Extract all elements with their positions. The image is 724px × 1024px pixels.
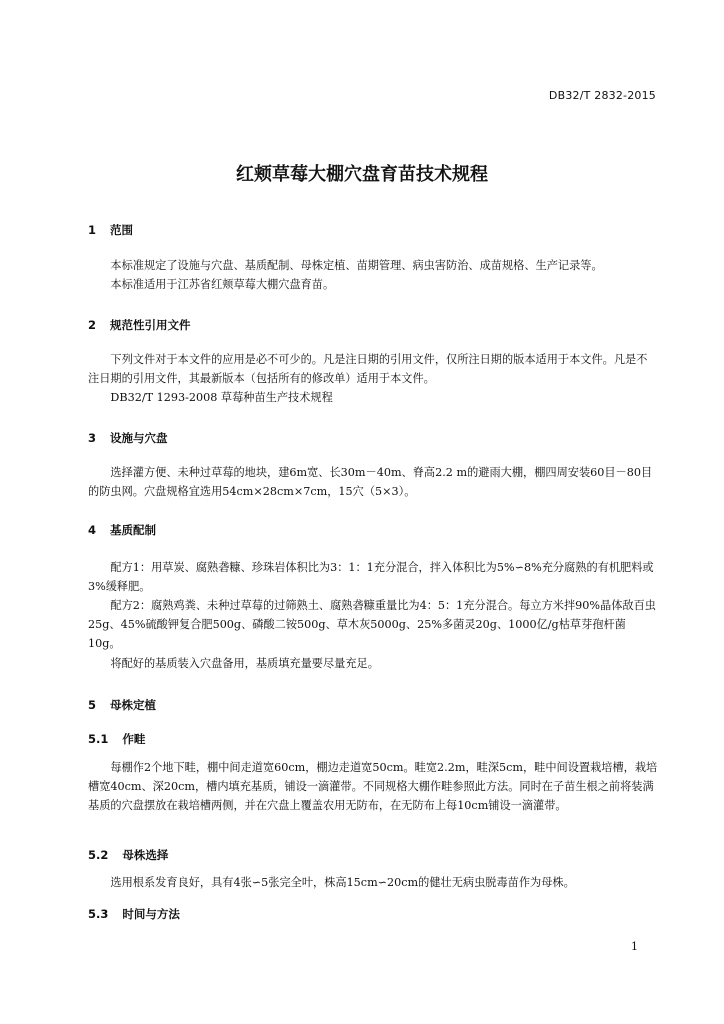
reference-item: DB32/T 1293-2008 草莓种苗生产技术规程 [110, 391, 333, 404]
section-title: 规范性引用文件 [110, 318, 191, 332]
paragraph: 本标准规定了设施与穴盘、基质配制、母株定植、苗期管理、病虫害防治、成苗规格、生产记录等。 [110, 259, 603, 272]
paragraph: 配方1：用草炭、腐熟砻糠、珍珠岩体积比为3：1：1充分混合，拌入体积比为5%∽8%充分腐熟的有机肥料或3%缓释肥。 [88, 561, 654, 593]
section-title: 时间与方法 [122, 907, 180, 921]
page-number: 1 [631, 940, 638, 953]
section-title: 范围 [110, 223, 134, 237]
section-number: 2 [88, 318, 97, 332]
section-number: 1 [88, 223, 97, 237]
section-title: 作畦 [122, 732, 146, 746]
paragraph: 本标准适用于江苏省红颊草莓大棚穴盘育苗。 [110, 278, 335, 291]
standard-code: DB32/T 2832-2015 [548, 89, 656, 102]
subsection-5-3-heading [88, 906, 180, 922]
document-title: 红颊草莓大棚穴盘育苗技术规程 [236, 164, 488, 185]
subsection-5-2-heading [88, 847, 168, 863]
section-number: 3 [88, 431, 97, 445]
paragraph: 选择灌方便、未种过草莓的地块，建6m宽、长30m－40m、脊高2.2 m的避雨大棚，棚四周安装60目－80目的防虫网。穴盘规格宜选用54cm×28cm×7cm，15穴（5×3）。 [88, 466, 653, 498]
subsection-5-1-heading [88, 731, 145, 747]
section-3-heading [88, 430, 168, 446]
paragraph: 选用根系发育良好，具有4张∽5张完全叶，株高15cm∽20cm的健壮无病虫脱毒苗作为母株。 [110, 876, 575, 889]
section-number: 4 [88, 523, 97, 537]
paragraph: 下列文件对于本文件的应用是必不可少的。凡是注日期的引用文件，仅所注日期的版本适用于本文件。凡是不注日期的引用文件，其最新版本（包括所有的修改单）适用于本文件。 [88, 353, 648, 385]
section-title: 母株定植 [110, 698, 157, 712]
paragraph: 配方2：腐熟鸡粪、未种过草莓的过筛熟土、腐熟砻糠重量比为4：5：1充分混合。每立方米拌90%晶体敌百虫25g、45%硫酸钾复合肥500g、磷酸二铵500g、草木灰5000g、25%多菌灵20g、1000亿/g枯草芽孢杆菌10g。 [88, 599, 656, 650]
section-title: 基质配制 [110, 523, 157, 537]
section-title: 母株选择 [122, 848, 169, 862]
section-4-heading [88, 522, 156, 538]
section-number: 5 [88, 698, 97, 712]
section-5-heading [88, 697, 156, 713]
section-number: 5.1 [88, 732, 109, 746]
section-1-heading [88, 222, 133, 238]
paragraph: 每棚作2个地下畦，棚中间走道宽60cm，棚边走道宽50cm。畦宽2.2m，畦深5cm，畦中间设置栽培槽，栽培槽宽40cm、深20cm，槽内填充基质，铺设一滴灌带。不同规格大棚作畦参照此方法。同时在子苗生根之前将装满基质的穴盘摆放在栽培槽两侧，并在穴盘上覆盖农用无防布，在无防布上每10cm铺设一滴灌带。 [88, 761, 658, 812]
section-2-heading [88, 317, 191, 333]
section-number: 5.2 [88, 848, 109, 862]
section-number: 5.3 [88, 907, 109, 921]
paragraph: 将配好的基质装入穴盘备用，基质填充量要尽量充足。 [110, 657, 379, 670]
section-title: 设施与穴盘 [110, 431, 168, 445]
